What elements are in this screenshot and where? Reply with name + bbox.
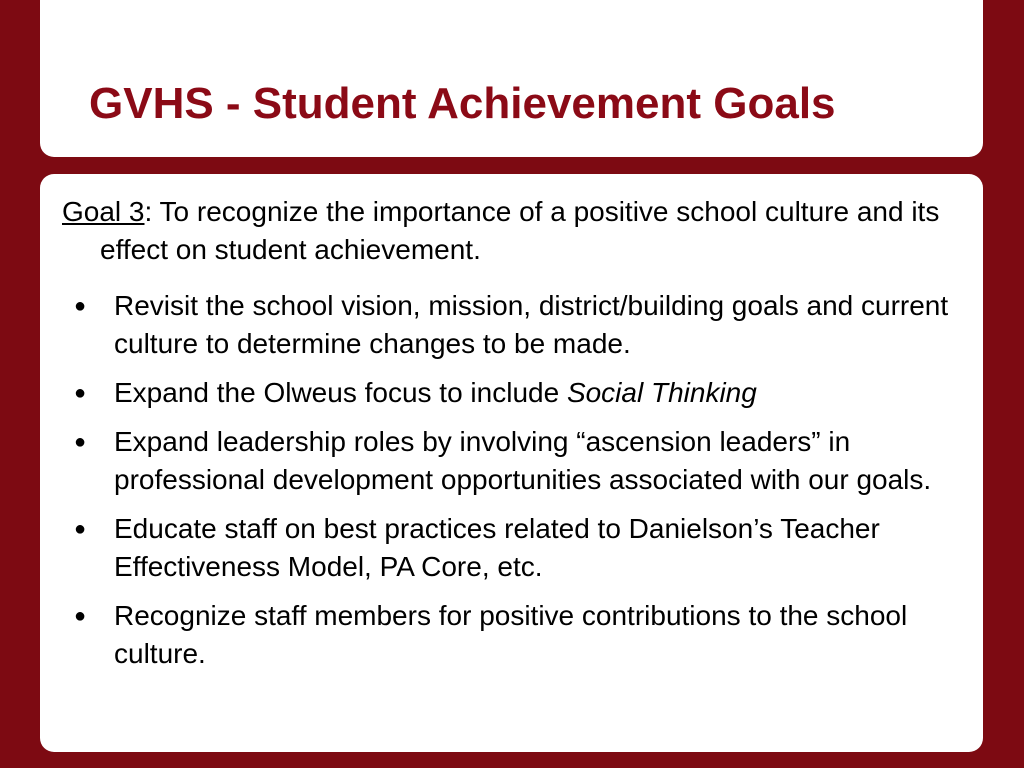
bullet-dot-icon: ● <box>73 605 87 627</box>
bullet-text: Expand the Olweus focus to include <box>114 377 567 408</box>
goal-text: : To recognize the importance of a positive school culture and its effect on student achievement. <box>100 196 940 265</box>
bullet-item <box>62 374 962 412</box>
bullet-dot-icon: ● <box>73 431 87 453</box>
bullet-item <box>62 423 962 499</box>
bullet-text: Recognize staff members for positive contributions to the school culture. <box>114 600 908 669</box>
goal-label: Goal 3 <box>62 196 145 227</box>
bullet-list <box>62 287 962 684</box>
bullet-dot-icon: ● <box>73 518 87 540</box>
bullet-item <box>62 597 962 673</box>
goal-statement <box>62 193 990 269</box>
bullet-dot-icon: ● <box>73 382 87 404</box>
bullet-item <box>62 510 962 586</box>
bullet-text: Revisit the school vision, mission, district/building goals and current culture to determine changes to be made. <box>114 290 949 359</box>
bullet-dot-icon: ● <box>73 295 87 317</box>
bullet-text: Educate staff on best practices related to Danielson’s Teacher Effectiveness Model, PA Core, etc. <box>114 513 880 582</box>
bullet-item <box>62 287 962 363</box>
slide-title: GVHS - Student Achievement Goals <box>89 79 836 128</box>
bullet-emphasis: Social Thinking <box>566 377 757 408</box>
bullet-text: Expand leadership roles by involving “ascension leaders” in professional development opportunities associated with our goals. <box>114 426 932 495</box>
content-panel <box>40 174 983 752</box>
